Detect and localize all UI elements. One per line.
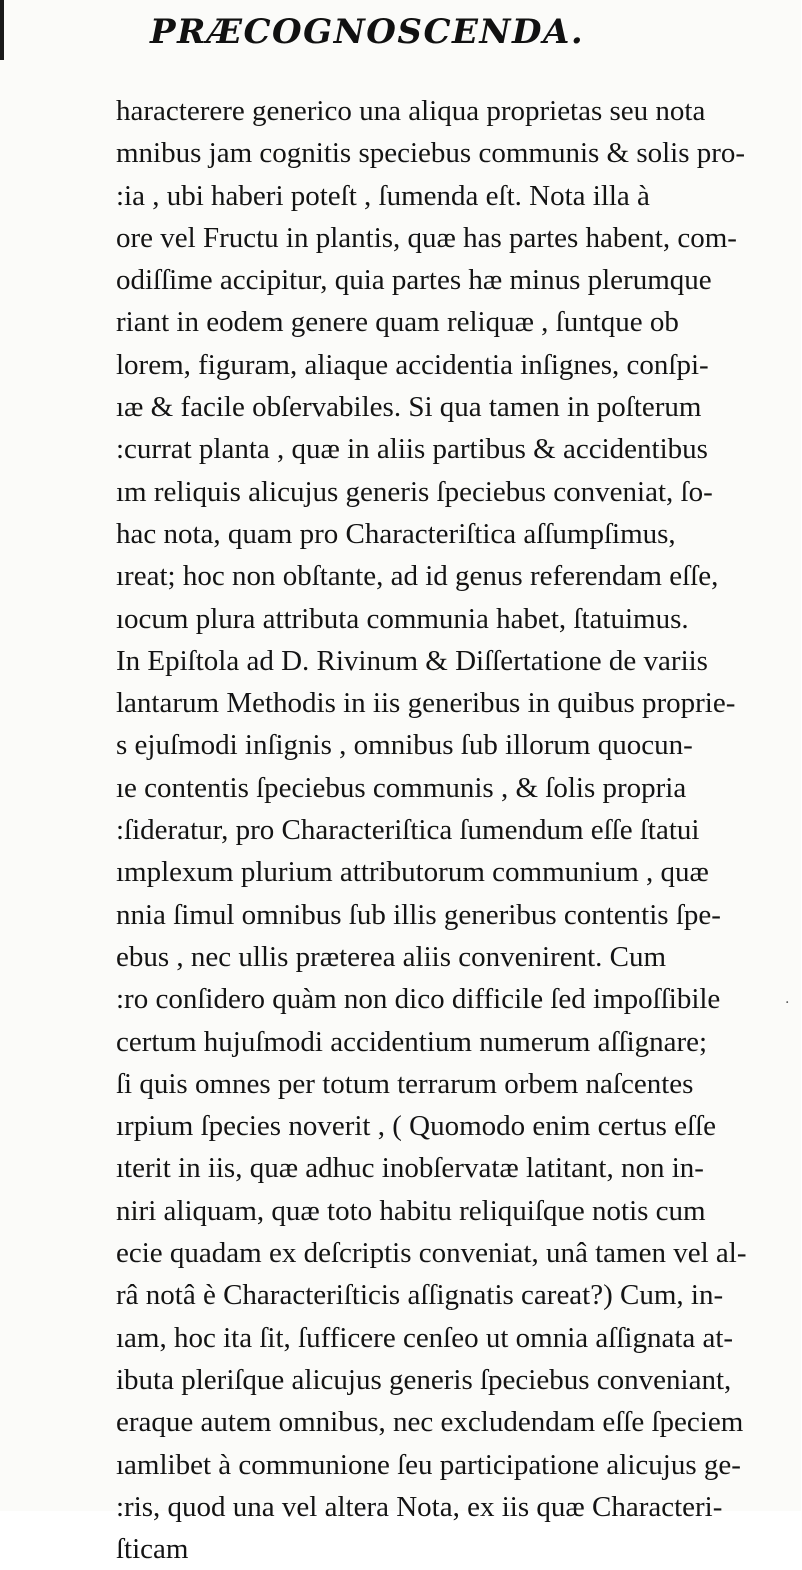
- text-line: odiſſime accipitur, quia partes hæ minus plerumque: [116, 264, 712, 297]
- text-line: ıreat; hoc non obſtante, ad id genus referendam eſſe,: [116, 560, 719, 593]
- text-line: ırpium ſpecies noverit , ( Quomodo enim certus eſſe: [116, 1110, 716, 1143]
- text-line: :ia , ubi haberi poteſt , ſumenda eſt. Nota illa à: [116, 179, 650, 212]
- text-line: :ſideratur, pro Characteriſtica ſumendum eſſe ſtatui: [116, 814, 700, 847]
- binding-shadow: [0, 0, 4, 60]
- text-line: certum hujuſmodi accidentium numerum aſſignare;: [116, 1025, 708, 1058]
- text-line: ıocum plura attributa communia habet, ſtatuimus.: [116, 602, 689, 635]
- text-line: nnia ſimul omnibus ſub illis generibus contentis ſpe-: [116, 898, 721, 931]
- text-line: ım reliquis alicujus generis ſpeciebus conveniat, ſo-: [116, 475, 713, 508]
- text-line: niri aliquam, quæ toto habitu reliquiſque notis cum: [116, 1194, 706, 1227]
- text-line: râ notâ è Characteriſticis aſſignatis careat?) Cum, in-: [116, 1279, 724, 1312]
- text-line: ecie quadam ex deſcriptis conveniat, unâ tamen vel al-: [116, 1237, 747, 1270]
- text-line: ibuta pleriſque alicujus generis ſpeciebus conveniant,: [116, 1363, 732, 1396]
- text-line: ebus , nec ullis præterea aliis convenirent. Cum: [116, 940, 667, 973]
- text-line: ore vel Fructu in plantis, quæ has partes habent, com-: [116, 221, 737, 254]
- text-line: s ejuſmodi inſignis , omnibus ſub illorum quocun-: [116, 729, 693, 762]
- text-line: ſi quis omnes per totum terrarum orbem naſcentes: [116, 1067, 694, 1100]
- text-line: lantarum Methodis in iis generibus in quibus proprie-: [116, 687, 736, 720]
- text-line: ıæ & facile obſervabiles. Si qua tamen in poſterum: [116, 391, 702, 424]
- text-line: ımplexum plurium attributorum communium , quæ: [116, 856, 709, 889]
- text-line: eraque autem omnibus, nec excludendam eſſe ſpeciem: [116, 1406, 744, 1439]
- text-line: In Epiſtola ad D. Rivinum & Diſſertatione de variis: [116, 644, 708, 677]
- text-line: hac nota, quam pro Characteriſtica aſſumpſimus,: [116, 517, 676, 550]
- text-line: ıterit in iis, quæ adhuc inobſervatæ latitant, non in-: [116, 1152, 704, 1185]
- margin-mark: ·: [785, 995, 790, 1011]
- text-line: ſticam: [116, 1533, 189, 1566]
- text-line: ıamlibet à communione ſeu participatione alicujus ge-: [116, 1448, 741, 1481]
- text-line: ıam, hoc ita ſit, ſufficere cenſeo ut omnia aſſignata at-: [116, 1321, 734, 1354]
- text-line: riant in eodem genere quam reliquæ , ſuntque ob: [116, 306, 679, 339]
- text-line: ıe contentis ſpeciebus communis , & ſolis propria: [116, 771, 687, 804]
- text-line: lorem, figuram, aliaque accidentia inſignes, conſpi-: [116, 348, 709, 381]
- text-line: :currat planta , quæ in aliis partibus & accidentibus: [116, 433, 708, 466]
- running-head: PRÆCOGNOSCENDA.: [150, 12, 585, 52]
- text-line: mnibus jam cognitis speciebus communis & solis pro-: [116, 137, 746, 170]
- body-text: [116, 90, 802, 1570]
- text-line: :ro conſidero quàm non dico difficile ſed impoſſibile: [116, 983, 721, 1016]
- text-line: :ris, quod una vel altera Nota, ex iis quæ Characteri-: [116, 1490, 723, 1523]
- text-line: haracterere generico una aliqua proprietas seu nota: [116, 95, 706, 127]
